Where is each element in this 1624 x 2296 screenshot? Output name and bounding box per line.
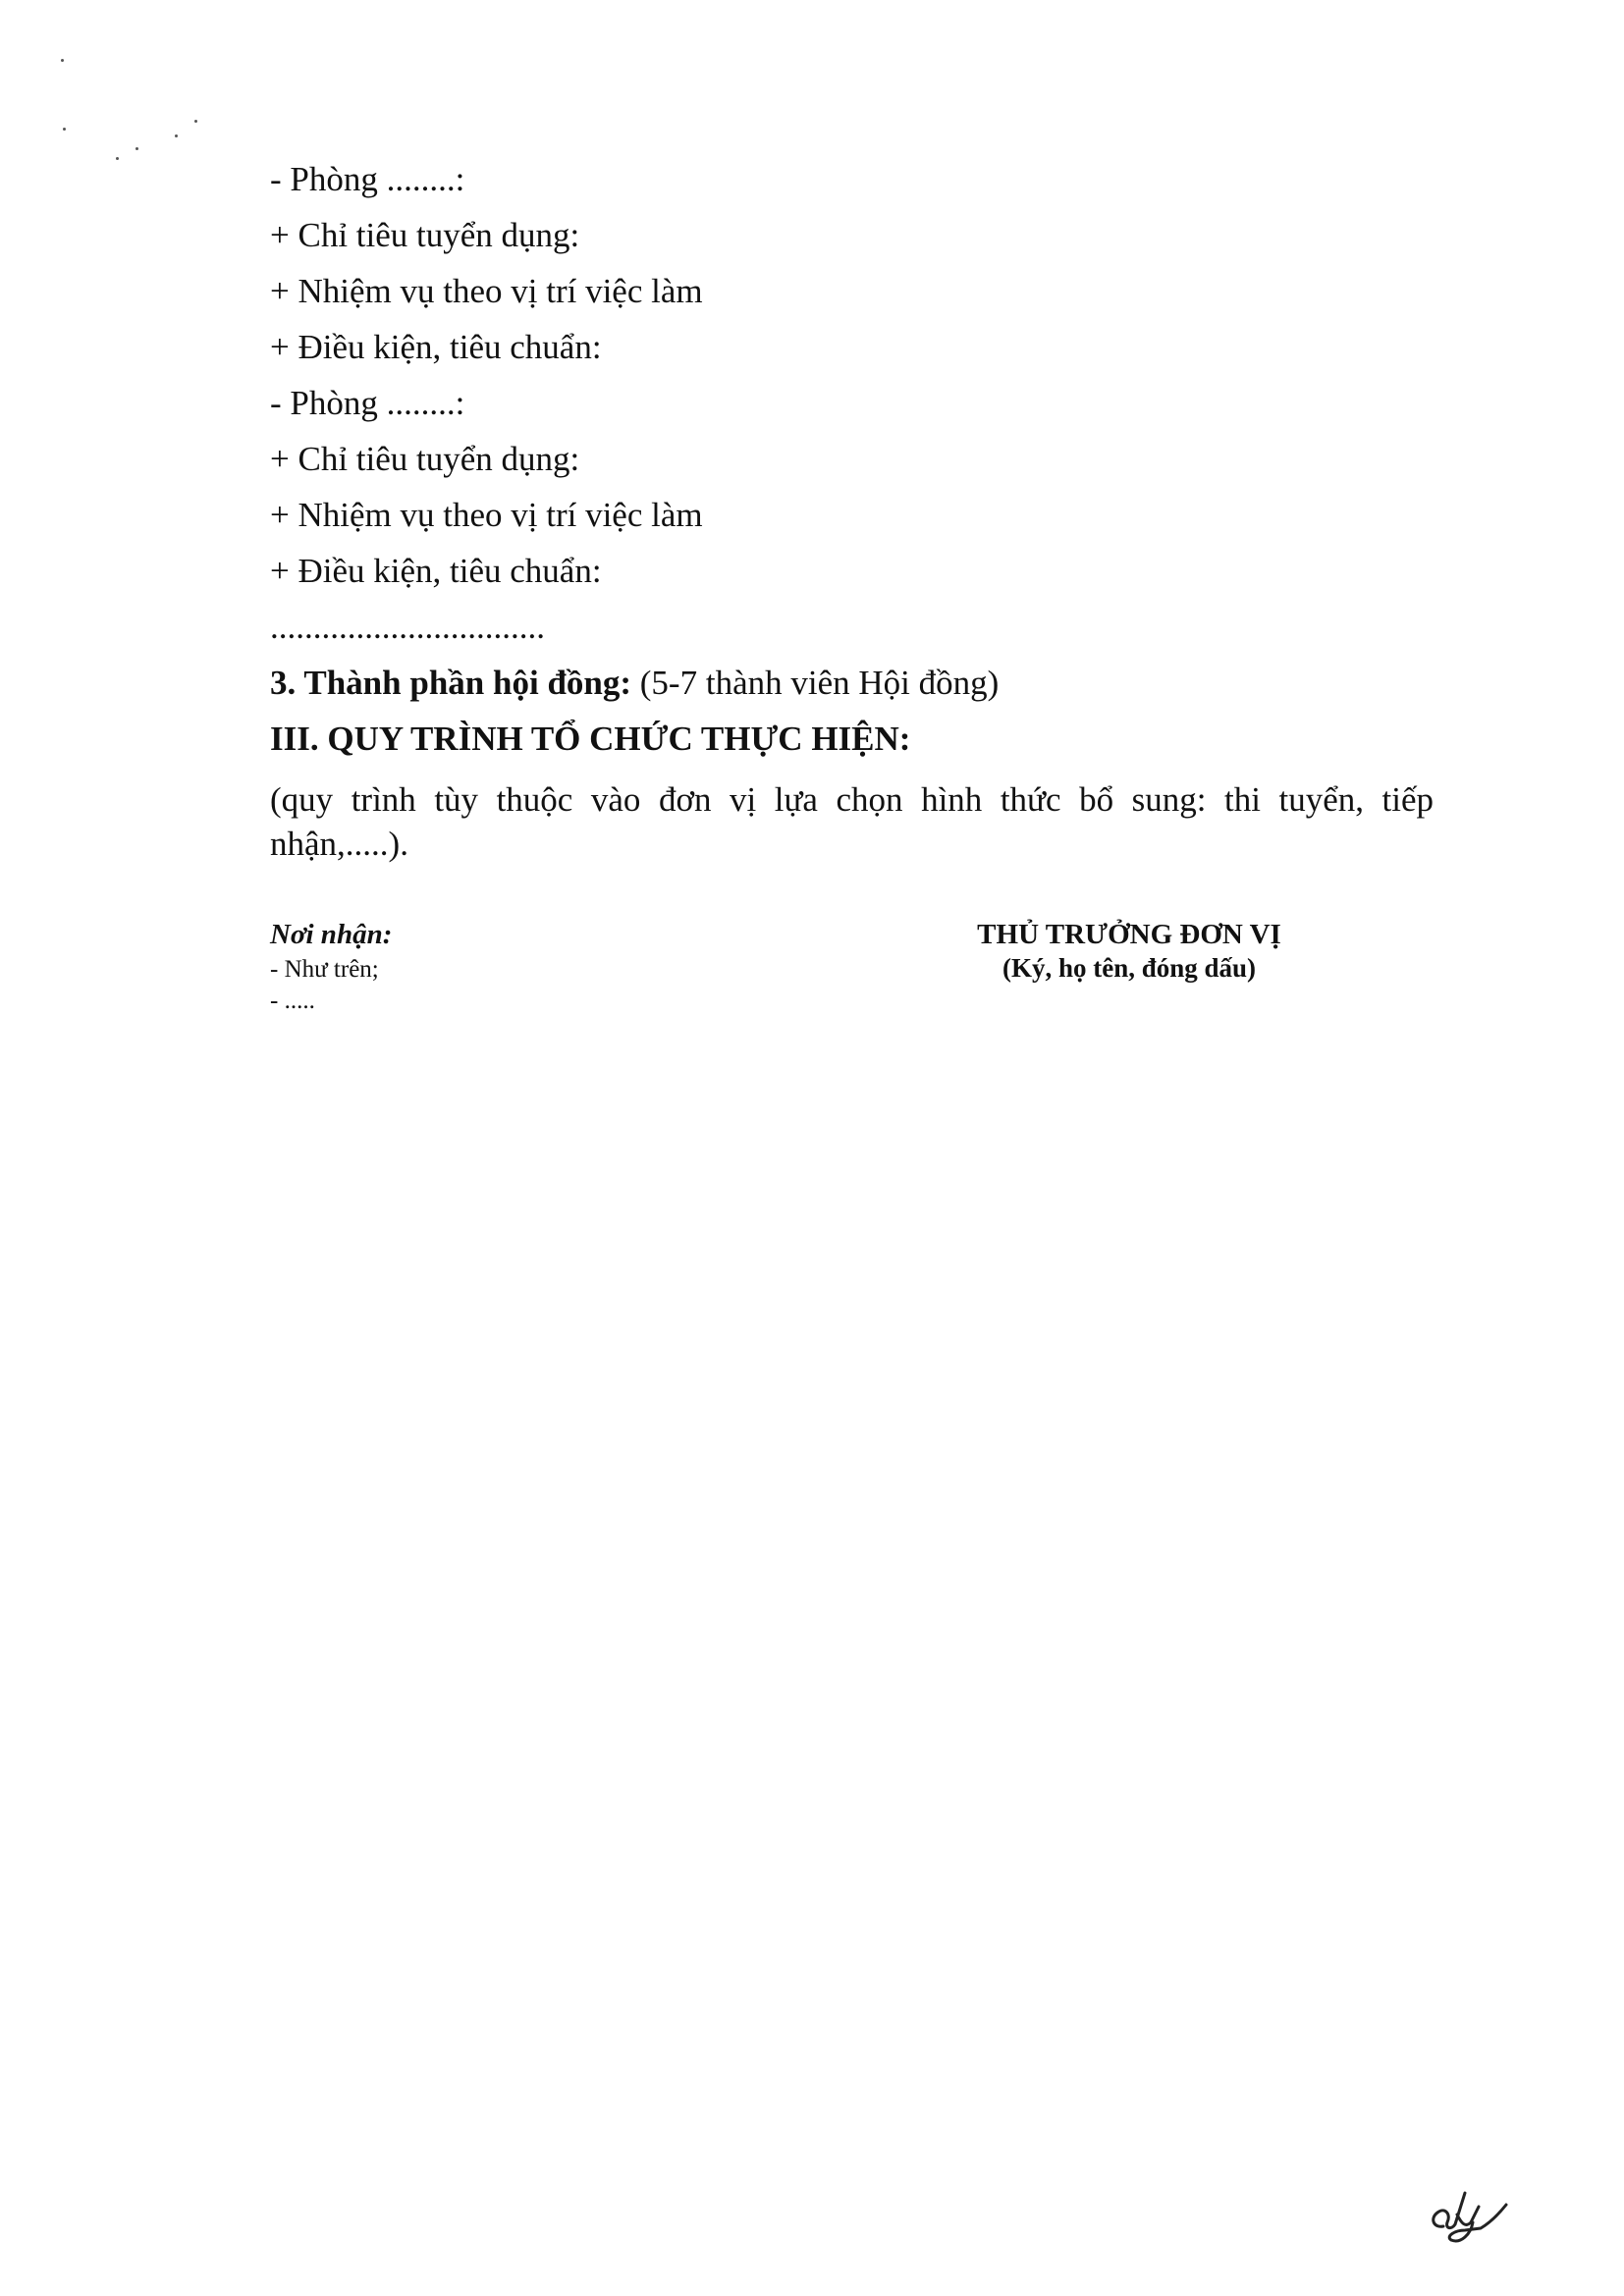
scan-speck bbox=[175, 134, 178, 137]
scan-speck bbox=[63, 128, 66, 131]
dotted-continuation-line: ................................ bbox=[270, 608, 545, 646]
scan-speck bbox=[116, 157, 119, 160]
section-heading-procedure: III. QUY TRÌNH TỔ CHỨC THỰC HIỆN: bbox=[270, 720, 911, 758]
job-duties-line: + Nhiệm vụ theo vị trí việc làm bbox=[270, 496, 703, 534]
requirements-line: + Điều kiện, tiêu chuẩn: bbox=[270, 328, 602, 366]
recipient-item: - ..... bbox=[270, 988, 315, 1014]
room-line: - Phòng ........: bbox=[270, 160, 465, 198]
requirements-line: + Điều kiện, tiêu chuẩn: bbox=[270, 552, 602, 590]
signature-title: THỦ TRƯỞNG ĐƠN VỊ bbox=[977, 919, 1281, 950]
signature-block bbox=[884, 918, 1375, 985]
procedure-paragraph: (quy trình tùy thuộc vào đơn vị lựa chọn hình thức bổ sung: thi tuyển, tiếp nhận,.....). bbox=[270, 780, 1434, 863]
council-composition-text: (5-7 thành viên Hội đồng) bbox=[631, 664, 1000, 702]
recruitment-quota-line: + Chỉ tiêu tuyển dụng: bbox=[270, 440, 580, 478]
signature-note: (Ký, họ tên, đóng dấu) bbox=[1001, 953, 1257, 983]
scan-speck bbox=[194, 120, 197, 123]
recruitment-quota-line: + Chỉ tiêu tuyển dụng: bbox=[270, 216, 580, 254]
job-duties-line: + Nhiệm vụ theo vị trí việc làm bbox=[270, 272, 703, 310]
handwritten-initials-icon bbox=[1422, 2179, 1510, 2253]
council-composition-line bbox=[270, 664, 999, 703]
scan-speck bbox=[135, 147, 138, 150]
scan-speck bbox=[61, 59, 64, 62]
council-composition-label: 3. Thành phần hội đồng: bbox=[270, 664, 632, 702]
room-line: - Phòng ........: bbox=[270, 384, 465, 422]
recipients-title: Nơi nhận: bbox=[270, 919, 393, 950]
recipient-item: - Như trên; bbox=[270, 956, 379, 983]
